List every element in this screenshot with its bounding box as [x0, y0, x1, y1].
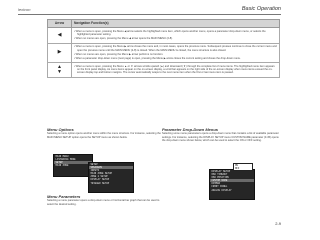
- param-dropdown-section: [162, 128, 279, 144]
- menu-row-highlighted: CUSTOM NAME: [210, 179, 254, 182]
- function-cell: [72, 43, 280, 63]
- col-arrow-header: Arrow: [48, 20, 72, 28]
- table-row: [48, 63, 280, 78]
- bullet-text: • When a parameter drop-down menu (next page) is open, pressing the Menu ▶ arrow closes the current setting and closes the drop-down menu.: [74, 56, 241, 60]
- menu-row: MAIN ZONE SETUP: [90, 172, 113, 176]
- function-cell: [72, 63, 280, 78]
- on-off-dropdown: [233, 163, 253, 171]
- menu-row: DISPLAY SETUP: [211, 170, 231, 173]
- menu-parameters-section: [47, 195, 164, 207]
- menu-options-section: [47, 128, 164, 140]
- menu-row: DIMMER: [211, 182, 221, 186]
- right-arrow-icon: ▶: [48, 43, 72, 63]
- down-arrow-icon: ▼: [57, 69, 62, 76]
- param-dropdown-heading: Parameter Drop-Down Menus: [162, 127, 219, 132]
- menu-row: LISTENING MODE: [55, 158, 76, 162]
- display-setup-screen: [209, 169, 255, 200]
- menu-row: OSD POSITION: [211, 176, 229, 180]
- menu-parameters-heading: Menu Parameters: [47, 194, 81, 199]
- setup-menu-screen: [88, 162, 134, 193]
- menu-row-highlighted: SPEAKERS: [89, 166, 133, 169]
- col-function-header: Navigation Function(s): [72, 20, 280, 28]
- table-header-row: [48, 20, 280, 28]
- page-header-title: Basic Operation: [241, 6, 281, 12]
- menu-row: FRONT PANEL: [211, 185, 228, 189]
- table-row: [48, 43, 280, 63]
- param-dropdown-text: Selecting some menu parameters opens a drop-down menu that contains a list of available parameter settings. For instance, selecting the DISPLAY SETUP menu CUSTOM NAME parameter (3-45) opens the drop-down menu shown below, which can be used to select the ON or OFF setting.: [162, 132, 279, 143]
- left-arrow-icon: ◀: [48, 28, 72, 43]
- bullet-text: • When a menu is open, pressing the Menu ▲ or ▼ arrows scrolls upward (▲) and downward (▼) through the complete list of menu items. The highlighted menu item appears on the front panel display. As menu items appear on the on-screen display, a scroll bar appears on the right side of the on-screen display when menu items exceed the on-screen display top and bottom margins. The cursor automatically wraps to the next menu item when the first or last menu item is passed.: [74, 64, 275, 75]
- bullet-text: • When a menu is open, pressing the Menu ▶ arrow closes the menu and, in most cases, opens the previous menu. Subsequent presses continue to close the current menu and open the previous menu until the MAIN MENU (2-8) is closed. When the MAIN MENU is closed, the menu structure is also closed.: [74, 45, 277, 52]
- menu-row: MAIN MENU: [55, 155, 69, 158]
- menu-row: SETUP: [90, 163, 98, 166]
- page-header-brand: lexicon: [18, 7, 31, 12]
- menu-row: ANALOG DISPLAY: [211, 188, 232, 192]
- navigation-table: [47, 19, 280, 78]
- main-menu-screen: [53, 154, 93, 177]
- menu-row: MAIN ZONE: [55, 164, 69, 168]
- menu-row: INPUTS: [90, 169, 100, 173]
- up-down-arrows-icon: [48, 63, 72, 78]
- header-rule: [18, 14, 281, 15]
- menu-parameters-text: Selecting a menu parameter opens a drop-down menu or horizontal bar graph that can be used to select the desired setting.: [47, 199, 160, 206]
- menu-row-highlighted: SETUP: [54, 161, 92, 164]
- function-cell: [72, 28, 280, 43]
- menu-row: ZONE 2 SETUP: [90, 175, 108, 179]
- menu-row: TRIGGER SETUP: [90, 181, 110, 185]
- up-arrow-icon: ▲: [57, 64, 62, 71]
- bullet-text: • When no menus are open, pressing the Menu ◀ arrow opens the MAIN MENU (2-8).: [74, 37, 173, 41]
- bullet-text: • When no menus are open, pressing the Menu ▶ arrow performs no function.: [74, 52, 164, 56]
- menu-options-text: Selecting a menu option opens another menu within the menu structure. For instance, selecting the MAIN MENU SETUP option opens the SETUP menu as shown below.: [47, 132, 161, 139]
- page-number: 2-9: [275, 221, 281, 226]
- bullet-text: • When a menu is open, pressing the Menu ◀ arrow selects the highlighted menu item, which opens another menu, opens a parameter drop-down menu, or selects the highlighted parameter setting.: [74, 29, 266, 37]
- table-row: [48, 28, 280, 43]
- menu-options-heading: Menu Options: [47, 127, 74, 132]
- menu-row: OSD TIMEOUT: [211, 173, 228, 177]
- dropdown-option: OFF: [235, 167, 240, 171]
- dropdown-option: ON: [235, 164, 238, 167]
- menu-row: DISPLAY SETUP: [90, 178, 110, 182]
